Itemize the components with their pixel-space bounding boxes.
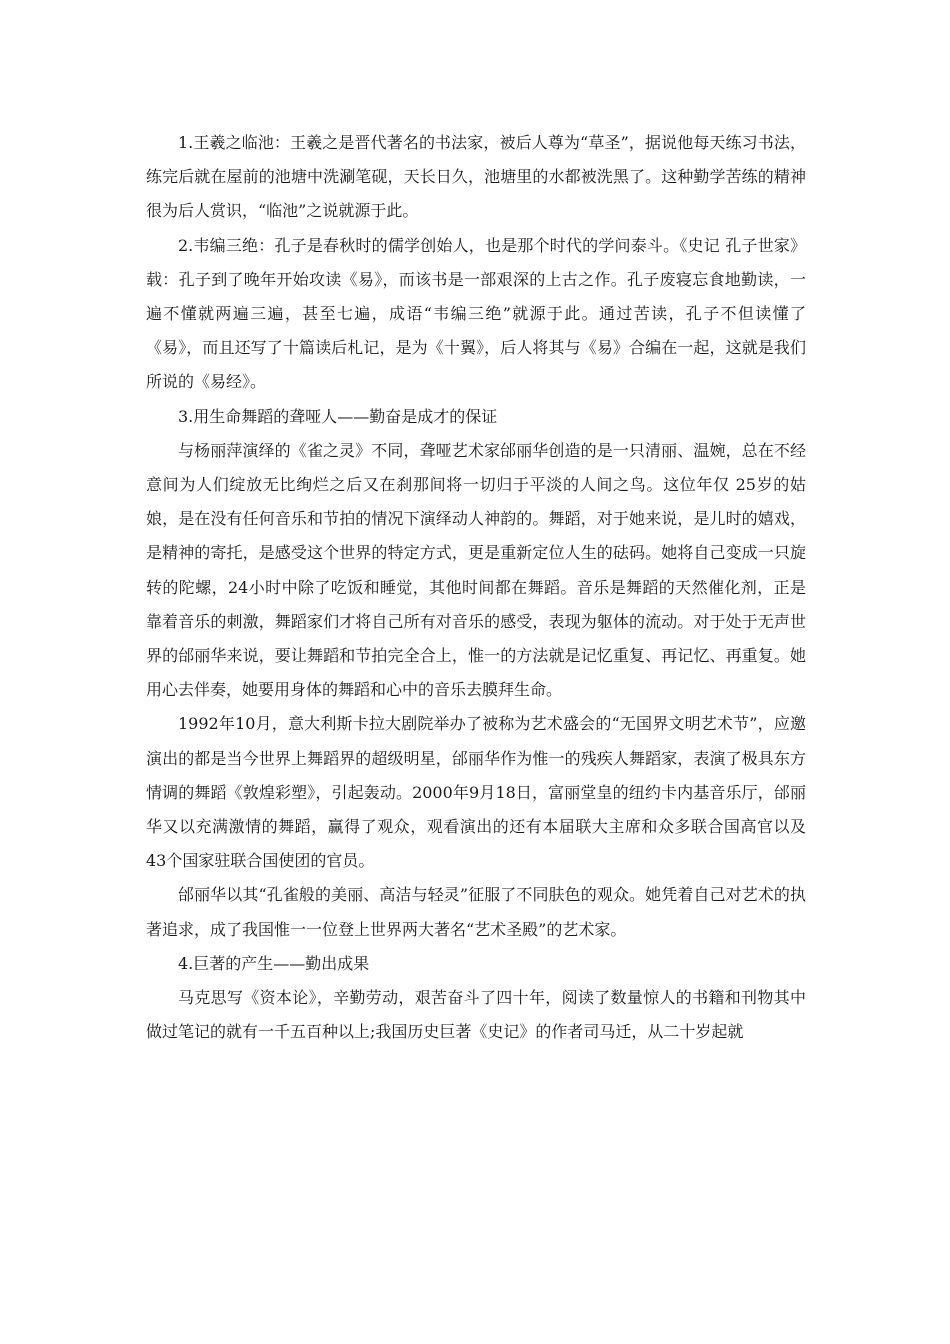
paragraph-tai-lihua-performances: 1992年10月，意大利斯卡拉大剧院举办了被称为艺术盛会的“无国界文明艺术节”，应邀演出的都是当今世界上舞蹈界的超级明星，邰丽华作为惟一的残疾人舞蹈家，表演了极具东方情调的舞蹈《敦煌彩塑》，引起轰动。2000年9月18日，富丽堂皇的纽约卡内基音乐厅，邰丽华又以充满激情的舞蹈，赢得了观众，观看演出的还有本届联大主席和众多联合国高官以及43个国家驻联合国使团的官员。: [146, 714, 806, 871]
heading-masterpieces: 4.巨著的产生——勤出成果: [178, 953, 370, 973]
paragraph-weibian-sanjue: 2.韦编三绝：孔子是春秋时的儒学创始人，也是那个时代的学问泰斗。《史记 孔子世家》载：孔子到了晚年开始攻读《易》，而该书是一部艰深的上古之作。孔子废寝忘食地勤读，一遍不懂就两遍三遍，甚至七遍，成语“韦编三绝”就源于此。通过苦读，孔子不但读懂了《易》，而且还写了十篇读后札记，是为《十翼》，后人将其与《易》合编在一起，这就是我们所说的《易经》。: [146, 235, 806, 392]
paragraph-tai-lihua-achievement: 邰丽华以其“孔雀般的美丽、高洁与轻灵”征服了不同肤色的观众。她凭着自己对艺术的执著追求，成了我国惟一一位登上世界两大著名“艺术圣殿”的艺术家。: [146, 885, 806, 939]
paragraph-marx-sima-qian: 马克思写《资本论》，辛勤劳动，艰苦奋斗了四十年，阅读了数量惊人的书籍和刊物其中做过笔记的就有一千五百种以上;我国历史巨著《史记》的作者司马迁，从二十岁起就: [146, 988, 806, 1042]
document-body: [146, 126, 806, 1049]
paragraph-wang-xizhi: 1.王羲之临池：王羲之是晋代著名的书法家，被后人尊为“草圣”，据说他每天练习书法，练完后就在屋前的池塘中洗涮笔砚，天长日久，池塘里的水都被洗黑了。这种勤学苦练的精神很为后人赏识，“临池”之说就源于此。: [146, 133, 806, 221]
heading-deaf-dancer: 3.用生命舞蹈的聋哑人——勤奋是成才的保证: [178, 406, 498, 426]
paragraph-tai-lihua-dance: 与杨丽萍演绎的《雀之灵》不同，聋哑艺术家邰丽华创造的是一只清丽、温婉，总在不经意间为人们绽放无比绚烂之后又在刹那间将一切归于平淡的人间之鸟。这位年仅 25岁的姑娘，是在没有任何音乐和节拍的情况下演绎动人神韵的。舞蹈，对于她来说，是儿时的嬉戏，是精神的寄托，是感受这个世界的特定方式，更是重新定位人生的砝码。她将自己变成一只旋转的陀螺，24小时中除了吃饭和睡觉，其他时间都在舞蹈。音乐是舞蹈的天然催化剂，正是靠着音乐的刺激，舞蹈家们才将自己所有对音乐的感受，表现为躯体的流动。对于处于无声世界的邰丽华来说，要让舞蹈和节拍完全合上，惟一的方法就是记忆重复、再记忆、再重复。她用心去伴奏，她要用身体的舞蹈和心中的音乐去膜拜生命。: [146, 440, 806, 700]
